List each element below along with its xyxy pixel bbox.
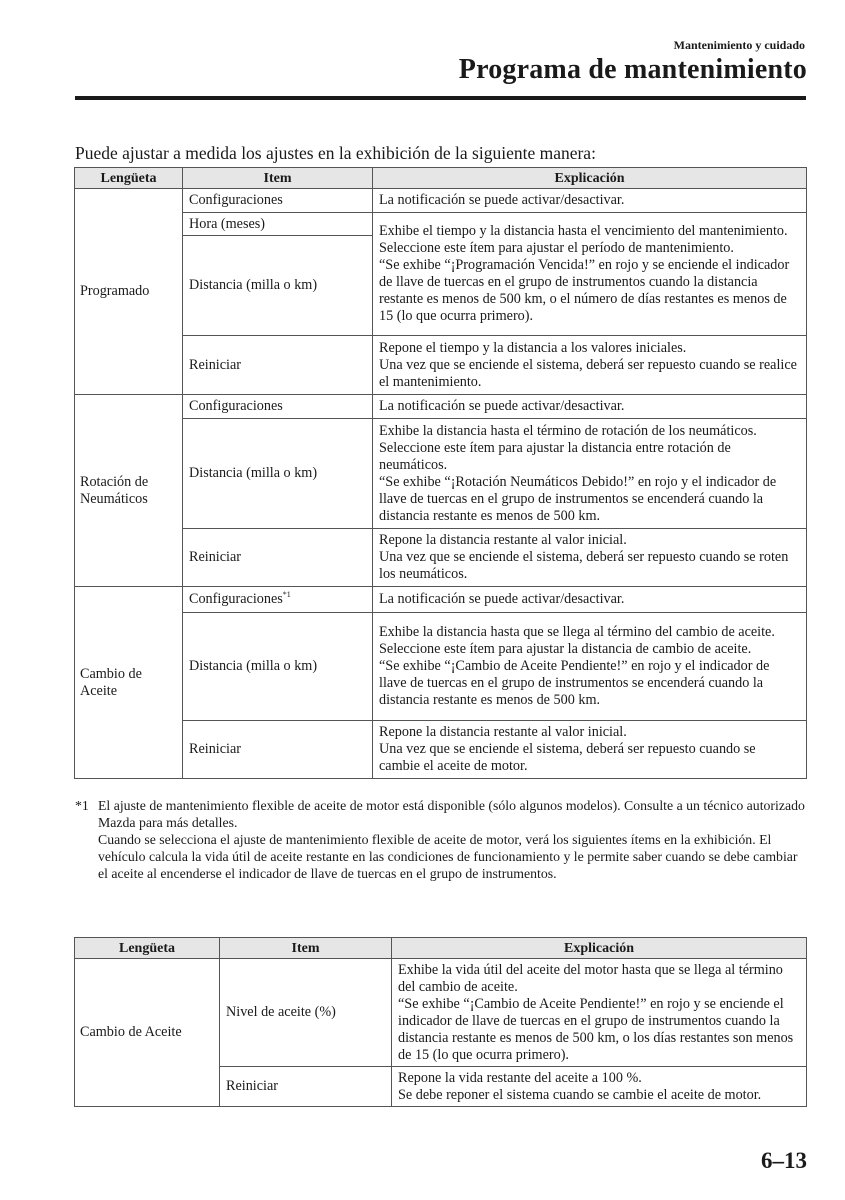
header-tab: Lengüeta [75,938,220,959]
item-cell: Reiniciar [183,336,373,395]
page-title: Programa de mantenimiento [458,54,807,85]
table-header-row [75,938,807,959]
explanation-cell: Exhibe el tiempo y la distancia hasta el vencimiento del mantenimiento. Seleccione este ítem para ajustar el período de mantenimiento. “Se exhibe “¡Programación Vencida!” en rojo y se enciende el indicador de llave de tuercas en el grupo de instrumentos cuando la distancia restante es menos de 500 km, o el número de días restantes es menos de 15 (lo que ocurra primero). [373,213,807,336]
item-cell: Reiniciar [220,1067,392,1107]
table-row [75,395,807,419]
header-tab: Lengüeta [75,168,183,189]
item-cell: Configuraciones [183,395,373,419]
header-explanation: Explicación [392,938,807,959]
explanation-cell: Exhibe la distancia hasta que se llega al término del cambio de aceite. Seleccione este ítem para ajustar la distancia de cambio de aceite. “Se exhibe “¡Cambio de Aceite Pendiente!” en rojo y el indicador de llave de tuercas en el grupo de instrumentos se encenderá cuando la distancia restante es menos de 500 km. [373,613,807,721]
explanation-cell: Repone la distancia restante al valor inicial. Una vez que se enciende el sistema, deberá ser repuesto cuando se cambie el aceite de motor. [373,721,807,779]
item-cell: Reiniciar [183,721,373,779]
item-cell: Hora (meses) [183,213,373,236]
explanation-cell: Repone la vida restante del aceite a 100 %. Se debe reponer el sistema cuando se cambie el aceite de motor. [392,1067,807,1107]
maintenance-settings-table [74,167,807,779]
table-row [75,613,807,721]
footnote [75,797,805,882]
table-header-row [75,168,807,189]
item-cell: Configuraciones [183,189,373,213]
explanation-cell: La notificación se puede activar/desactivar. [373,395,807,419]
explanation-cell: La notificación se puede activar/desactivar. [373,587,807,613]
footnote-mark: *1 [75,798,89,813]
section-header: Mantenimiento y cuidado [673,38,805,52]
table-row [75,529,807,587]
item-cell: Distancia (milla o km) [183,236,373,336]
explanation-cell: Exhibe la vida útil del aceite del motor hasta que se llega al término del cambio de aceite. “Se exhibe “¡Cambio de Aceite Pendiente!” en rojo y se enciende el indicador de llave de tuercas en el grupo de instrumentos cuando la distancia restante es menos de 500 km, o los días restantes son menos de 15 (lo que ocurra primero). [392,959,807,1067]
item-cell: Distancia (milla o km) [183,613,373,721]
explanation-cell: Repone el tiempo y la distancia a los valores iniciales. Una vez que se enciende el sistema, deberá ser repuesto cuando se realice el mantenimiento. [373,336,807,395]
item-cell: Reiniciar [183,529,373,587]
intro-text: Puede ajustar a medida los ajustes en la exhibición de la siguiente manera: [75,143,596,163]
table-row [75,189,807,213]
explanation-cell: Exhibe la distancia hasta el término de rotación de los neumáticos. Seleccione este ítem para ajustar la distancia entre rotación de neumáticos. “Se exhibe “¡Rotación Neumáticos Debido!” en rojo y el indicador de llave de tuercas en el grupo de instrumentos se encenderá cuando la distancia restante es menos de 500 km. [373,419,807,529]
footnote-text: El ajuste de mantenimiento flexible de aceite de motor está disponible (sólo algunos modelos). Consulte a un técnico autorizado Mazda para más detalles. Cuando se selecciona el ajuste de mantenimiento flexible de aceite de motor, verá los siguientes ítems en la exhibición. El vehículo calcula la vida útil de aceite restante en las condiciones de funcionamiento y le permite saber cuando se debe cambiar el aceite al encenderse el indicador de llave de tuercas en el grupo de instrumentos. [98,798,805,881]
table-row [75,587,807,613]
table-row [75,336,807,395]
table-row [75,721,807,779]
tab-cell-cambio-aceite: Cambio de Aceite [75,959,220,1107]
oil-level-table [74,937,807,1107]
table-row [75,213,807,236]
header-rule [75,96,806,100]
footnote-ref: *1 [282,590,291,599]
table-row [75,419,807,529]
item-cell: Distancia (milla o km) [183,419,373,529]
header-item: Item [220,938,392,959]
item-cell: Configuraciones$^{*1}$ [183,587,373,613]
header-explanation: Explicación [373,168,807,189]
tab-cell-rotacion: Rotación de Neumáticos [75,395,183,587]
item-cell: Nivel de aceite (%) [220,959,392,1067]
tab-cell-programado: Programado [75,189,183,395]
page-number: 6–13 [761,1148,807,1173]
tab-cell-cambio-aceite: Cambio de Aceite [75,587,183,779]
header-item: Item [183,168,373,189]
explanation-cell: La notificación se puede activar/desactivar. [373,189,807,213]
explanation-cell: Repone la distancia restante al valor inicial. Una vez que se enciende el sistema, deberá ser repuesto cuando se roten los neumáticos. [373,529,807,587]
table-row [75,959,807,1067]
